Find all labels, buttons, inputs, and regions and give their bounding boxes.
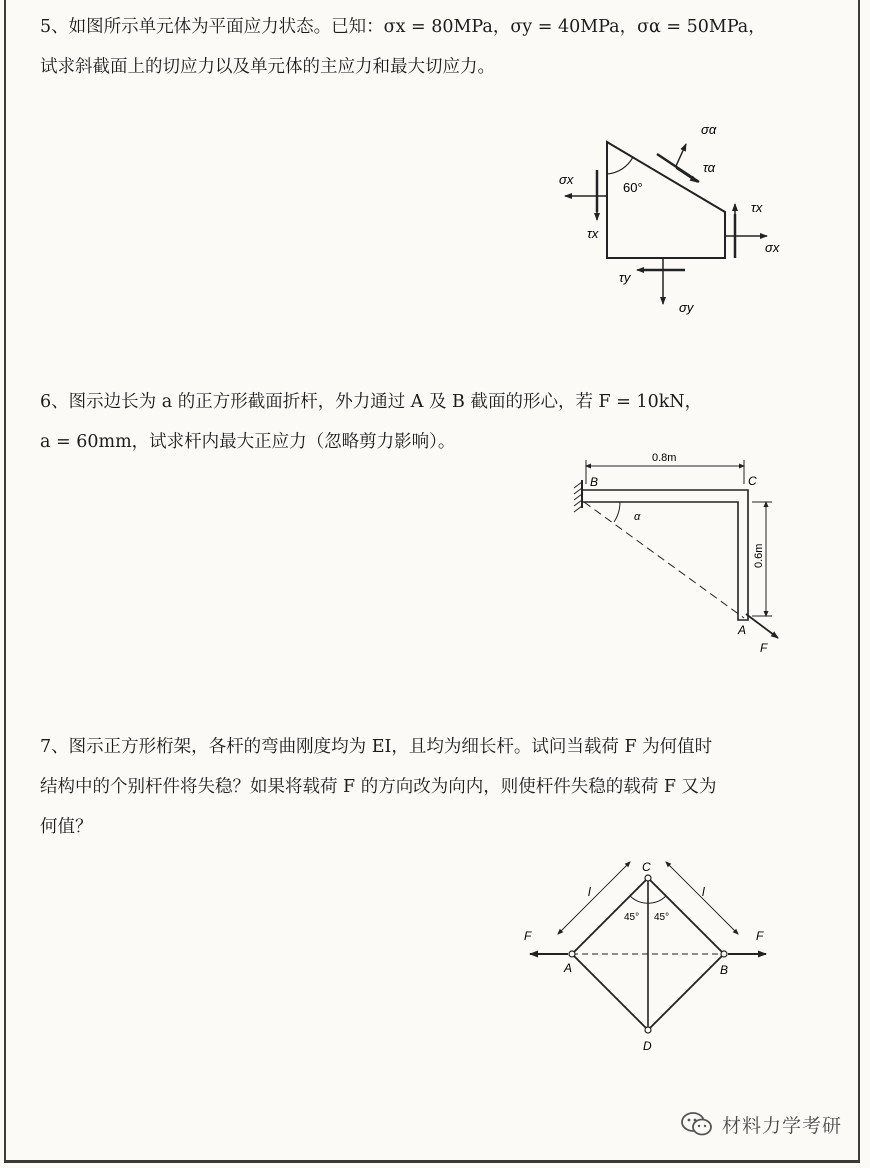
angle-45-right-label: 45° [654, 912, 670, 923]
page-border-bottom [4, 1160, 860, 1163]
point-c-label: C [748, 474, 757, 488]
force-f-right-label: F [756, 929, 764, 943]
problem-7-figure [520, 852, 780, 1062]
problem-5-figure [545, 112, 815, 322]
problem-7-line-2: 结构中的个别杆件将失稳？如果将载荷 F 的方向改为向内，则使杆件失稳的载荷 F 又为 [40, 777, 717, 797]
page-border-right [858, 0, 860, 1162]
length-l-right-label: l [702, 885, 705, 899]
watermark-text: 材料力学考研 [722, 1114, 843, 1137]
problem-6-line-1: 6、图示边长为 a 的正方形截面折杆，外力通过 A 及 B 截面的形心，若 F = 10kN， [40, 392, 703, 412]
force-f-left-label: F [524, 929, 532, 943]
problem-7-line-3: 何值？ [40, 817, 93, 837]
node-a-label: A [564, 961, 573, 975]
length-l-left-label: l [588, 885, 591, 899]
tau-alpha-label: τα [703, 160, 716, 175]
node-d-label: D [643, 1039, 652, 1053]
point-b-label: B [590, 475, 599, 489]
node-c-label: C [642, 860, 651, 874]
angle-45-left-label: 45° [624, 912, 640, 923]
problem-6-figure [570, 448, 790, 658]
sigma-alpha-label: σα [701, 122, 717, 137]
problem-5-text [40, 7, 856, 87]
angle-60-label: 60° [623, 180, 643, 195]
tau-y-label: τy [619, 270, 631, 285]
dim-0.8m-label: 0.8m [652, 452, 677, 464]
watermark [680, 1110, 842, 1138]
problem-5-line-1: 5、如图所示单元体为平面应力状态。已知：σx = 80MPa，σy = 40MPa，σα = 50MPa， [40, 17, 766, 37]
problem-7-text [40, 727, 856, 847]
force-f-label: F [760, 641, 768, 655]
sigma-y-label: σy [679, 300, 694, 315]
tau-x-right-label: τx [751, 200, 763, 215]
tau-x-left-label: τx [587, 226, 599, 241]
problem-5-line-2: 试求斜截面上的切应力以及单元体的主应力和最大切应力。 [40, 57, 495, 77]
sigma-x-right-label: σx [765, 240, 780, 255]
alpha-label: α [634, 511, 641, 523]
sigma-x-left-label: σx [559, 172, 574, 187]
point-a-label: A [738, 623, 747, 637]
problem-7-line-1: 7、图示正方形桁架，各杆的弯曲刚度均为 EI，且均为细长杆。试问当载荷 F 为何值时 [40, 737, 713, 757]
dim-0.6m-label: 0.6m [753, 543, 765, 568]
problem-6-line-2: a = 60mm，试求杆内最大正应力（忽略剪力影响）。 [40, 432, 456, 452]
page-border-left [4, 0, 6, 1162]
wechat-icon [680, 1110, 714, 1138]
node-b-label: B [720, 963, 729, 977]
